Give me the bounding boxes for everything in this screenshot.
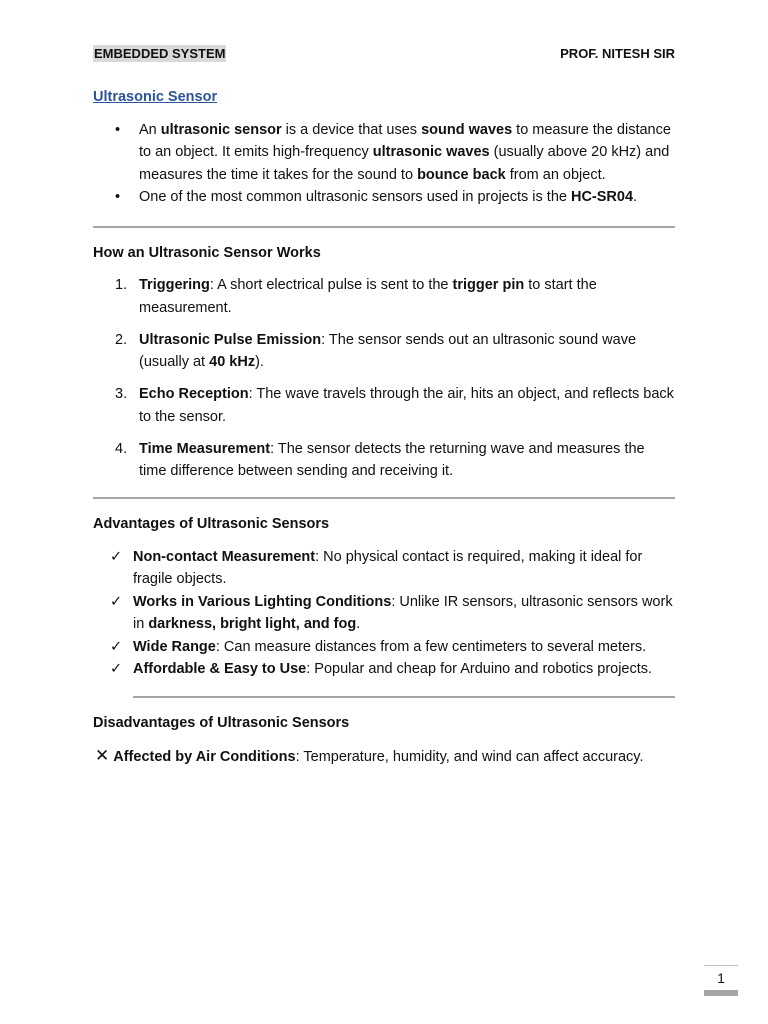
text-run: : A short electrical pulse is sent to the [209,277,453,293]
text-run: One of the most common ultrasonic sensors used in projects is the [139,189,571,205]
bold-text: sound waves [421,121,513,138]
bullet-dot-icon: • [115,121,121,138]
advantage-item [110,636,675,659]
advantage-item [110,546,675,591]
bold-text: Echo Reception [139,386,249,402]
text-run: : Unlike IR sensors, ultrasonic sensors work in [133,593,673,632]
header-author: PROF. NITESH SIR [560,45,675,61]
bold-text: bounce back [417,166,506,183]
step-number: 3. [115,386,128,402]
text-run: : Popular and cheap for Arduino and robotics projects. [306,661,653,677]
text-run: : Can measure distances from a few centimeters to several meters. [215,638,647,655]
page-number-bar [704,990,738,996]
how-steps-list [93,274,675,483]
disadvantages-list [93,745,675,769]
bold-text: trigger pin [452,277,525,293]
text-run: to measure the distance to an object. It emits high-frequency [139,121,671,160]
bullet-item [115,186,675,209]
text-run: : The sensor sends out an ultrasonic sound wave (usually at [139,331,637,370]
bold-text: HC-SR04 [570,189,634,205]
page-header [93,44,675,62]
step-item [115,329,675,374]
advantage-item [110,658,675,681]
section-title-ultrasonic-sensor[interactable]: Ultrasonic Sensor [93,89,218,105]
cross-mark-icon: ✕ [95,746,110,765]
advantages-list [93,546,675,681]
step-item [115,383,675,428]
disadvantage-item [93,745,675,769]
page-number-box [704,965,738,996]
bold-text: Time Measurement [139,440,271,457]
step-number: 2. [115,331,128,348]
bold-text: Works in Various Lighting Conditions [133,593,392,610]
section-title-how-it-works: How an Ultrasonic Sensor Works [93,244,321,261]
text-run: . [356,616,361,632]
bold-text: Ultrasonic Pulse Emission [139,331,322,348]
step-item [115,438,675,483]
page-number: 1 [717,970,725,986]
text-run: : No physical contact is required, making it ideal for fragile objects. [133,548,643,587]
step-number: 4. [115,440,128,457]
step-item [115,274,675,319]
bullet-dot-icon: • [115,189,121,205]
step-number: 1. [115,277,128,293]
text-run: : The wave travels through the air, hits an object, and reflects back to the sensor. [139,386,674,425]
advantage-item [110,591,675,636]
bold-text: Affected by Air Conditions [113,749,296,765]
bold-text: ultrasonic sensor [160,121,282,138]
header-subject: EMBEDDED SYSTEM [94,45,226,61]
intro-bullet-list [93,119,675,209]
check-mark-icon: ✓ [110,661,123,677]
bold-text: Affordable & Easy to Use [133,661,307,677]
bold-text: darkness, bright light, and fog [148,616,357,632]
text-run: to start the measurement. [139,277,597,316]
section-title-advantages: Advantages of Ultrasonic Sensors [93,516,330,532]
bold-text: Wide Range [133,638,216,655]
document-body [93,86,675,769]
text-run: An [139,121,161,138]
text-run: : Temperature, humidity, and wind can affect accuracy. [295,749,644,765]
text-run: is a device that uses [281,121,422,138]
text-run: : The sensor detects the returning wave and measures the time difference between sending and receiving it. [139,440,645,479]
bold-text: Triggering [139,277,210,293]
check-mark-icon: ✓ [110,548,123,565]
text-run: . [633,189,638,205]
text-run: ). [255,354,264,370]
bold-text: 40 kHz [209,354,256,370]
check-mark-icon: ✓ [110,638,123,655]
section-title-disadvantages: Disadvantages of Ultrasonic Sensors [93,714,350,731]
bold-text: Non-contact Measurement [133,548,316,565]
bullet-item [115,119,675,187]
text-run: (usually above 20 kHz) and measures the time it takes for the sound to [139,144,670,183]
bold-text: ultrasonic waves [372,144,490,160]
check-mark-icon: ✓ [110,593,123,610]
text-run: from an object. [505,166,606,183]
